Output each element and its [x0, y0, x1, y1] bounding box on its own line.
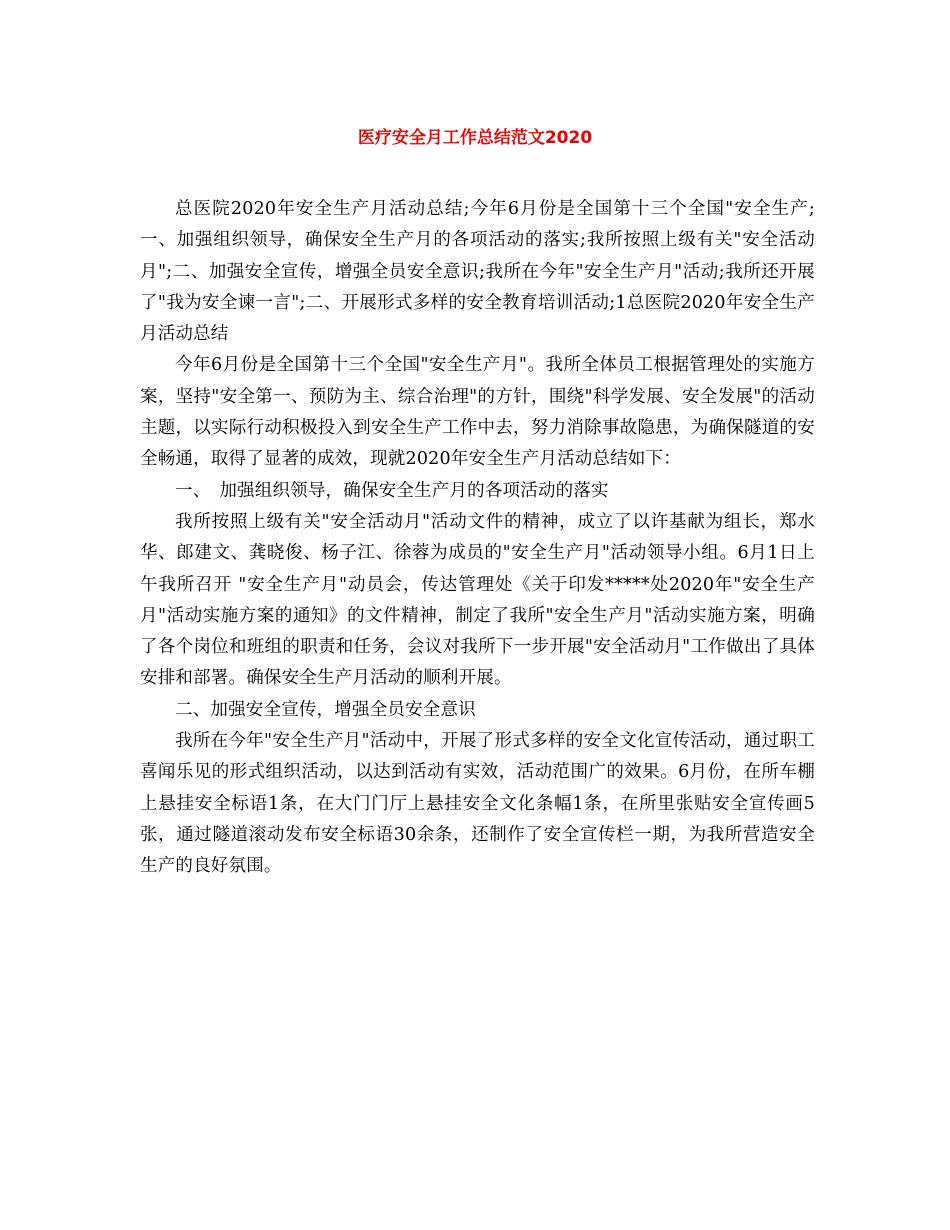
- document-body: [140, 194, 815, 883]
- paragraph-overview: 今年6月份是全国第十三个全国"安全生产月"。我所全体员工根据管理处的实施方案，坚持"安全第一、预防为主、综合治理"的方针，围绕"科学发展、安全发展"的活动主题，以实际行动积极投入到安全生产工作中去，努力消除事故隐患，为确保隧道的安全畅通，取得了显著的成效，现就2020年安全生产月活动总结如下：: [140, 355, 815, 470]
- section-heading-publicity: 二、加强安全宣传，增强全员安全意识: [175, 699, 476, 720]
- document-title: 医疗安全月工作总结范文2020: [357, 128, 593, 148]
- paragraph-intro-summary: 总医院2020年安全生产月活动总结;今年6月份是全国第十三个全国"安全生产;一、加强组织领导，确保安全生产月的各项活动的落实;我所按照上级有关"安全活动月";二、加强安全宣传，增强全员安全意识;我所在今年"安全生产月"活动;我所还开展了"我为安全谏一言";二、开展形式多样的安全教育培训活动;1总医院2020年安全生产月活动总结: [140, 199, 815, 345]
- section-heading-organization: 一、 加强组织领导，确保安全生产月的各项活动的落实: [175, 480, 609, 501]
- paragraph-organization: 我所按照上级有关"安全活动月"活动文件的精神，成立了以许基献为组长，郑水华、郎建文、龚晓俊、杨子江、徐蓉为成员的"安全生产月"活动领导小组。6月1日上午我所召开 "安全生产月"动员会，传达管理处《关于印发*****处2020年"安全生产月"活动实施方案的通知》的文件精神，制定了我所"安全生产月"活动实施方案，明确了各个岗位和班组的职责和任务，会议对我所下一步开展"安全活动月"工作做出了具体安排和部署。确保安全生产月活动的顺利开展。: [140, 511, 815, 689]
- paragraph-publicity: 我所在今年"安全生产月"活动中，开展了形式多样的安全文化宣传活动，通过职工喜闻乐见的形式组织活动，以达到活动有实效，活动范围广的效果。6月份，在所车棚上悬挂安全标语1条，在大门门厅上悬挂安全文化条幅1条，在所里张贴安全宣传画5张，通过隧道滚动发布安全标语30余条，还制作了安全宣传栏一期，为我所营造安全生产的良好氛围。: [140, 731, 815, 877]
